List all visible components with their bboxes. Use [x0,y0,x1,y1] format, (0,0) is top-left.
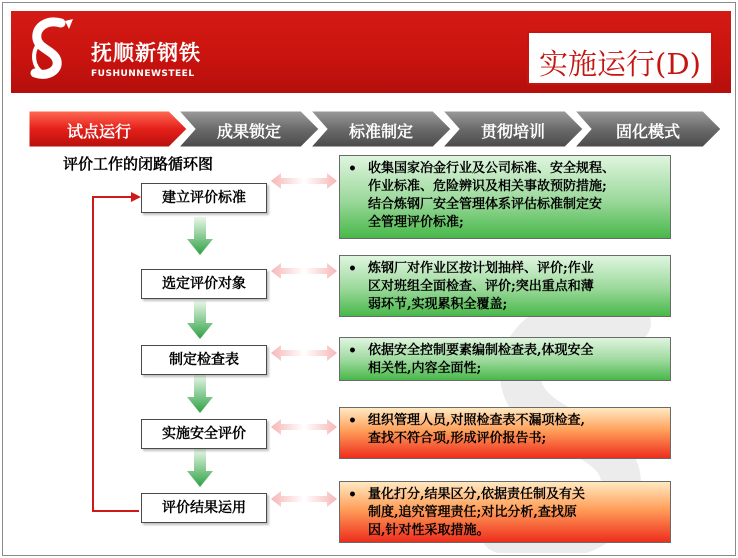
note-make-checklist [339,337,671,381]
double-arrow-icon [271,491,337,507]
process-box-label: 建立评价标准 [162,190,246,206]
note-establish-standard [339,155,671,239]
note-line: 区对班组全面检查、评价;突出重点和薄 [368,279,594,294]
note-line: • 组织管理人员,对照检查表不漏项检查, [368,413,586,428]
note-line: 弱环节,实现累积全覆盖; [368,297,508,312]
process-box-label: 选定评价对象 [162,276,246,292]
step-training[interactable] [443,109,585,149]
header-band [11,11,731,93]
note-line: • 炼钢厂对作业区按计划抽样、评价;作业 [368,261,594,276]
note-line: 全管理评价标准; [368,215,464,230]
process-box-label: 实施安全评价 [162,426,246,442]
note-line: • 依据安全控制要素编制检查表,体现安全 [368,343,594,358]
note-line: 相关性,内容全面性; [368,361,482,376]
note-line: 作业标准、危险辨识及相关事故预防措施; [368,179,607,194]
note-line: • 量化打分,结果区分,依据责任制及有关 [368,487,586,502]
note-select-target [339,255,671,317]
process-box-implement-evaluation [141,419,267,449]
double-arrow-icon [271,263,337,279]
down-arrow-icon [187,301,213,341]
process-box-make-checklist [141,345,267,375]
phase-steps [29,109,729,149]
company-logo-icon [17,13,87,91]
step-trial-run[interactable] [29,109,189,149]
note-apply-results [339,481,671,543]
double-arrow-icon [271,345,337,361]
double-arrow-icon [271,419,337,435]
step-label: 标准制定 [348,122,413,141]
step-solidify[interactable] [575,109,723,149]
process-box-select-target [141,269,267,299]
process-box-label: 制定检查表 [169,352,239,368]
down-arrow-icon [187,449,213,489]
step-label: 贯彻培训 [480,122,545,141]
step-result-lock[interactable] [179,109,321,149]
note-line: 查找不符合项,形成评价报告书; [368,431,547,446]
section-title: 评价工作的闭路循环图 [59,153,217,174]
double-arrow-icon [271,173,337,189]
note-line: 制度,追究管理责任;对比分析,查找原 [368,505,577,520]
loop-back-arrow-icon [83,183,143,523]
title-box [527,31,713,85]
step-standard-set[interactable] [311,109,453,149]
down-arrow-icon [187,217,213,257]
step-label: 固化模式 [615,122,680,141]
page-title: 实施运行(D) [539,47,701,81]
note-line: • 收集国家冶金行业及公司标准、安全规程、 [368,161,616,176]
note-line: 因,针对性采取措施。 [368,523,490,538]
company-name-cn: 抚顺新钢铁 [91,41,201,65]
note-line: 结合炼钢厂安全管理体系评估标准制定安 [368,197,603,212]
process-box-label: 评价结果运用 [162,500,246,516]
step-label: 成果锁定 [216,122,281,141]
process-box-apply-results [141,493,267,523]
slide [2,2,736,556]
process-box-establish-standard [141,183,267,213]
down-arrow-icon [187,375,213,415]
company-name-en: FUSHUNNEWSTEEL [91,69,195,79]
step-label: 试点运行 [66,122,131,141]
note-implement-evaluation [339,407,671,459]
